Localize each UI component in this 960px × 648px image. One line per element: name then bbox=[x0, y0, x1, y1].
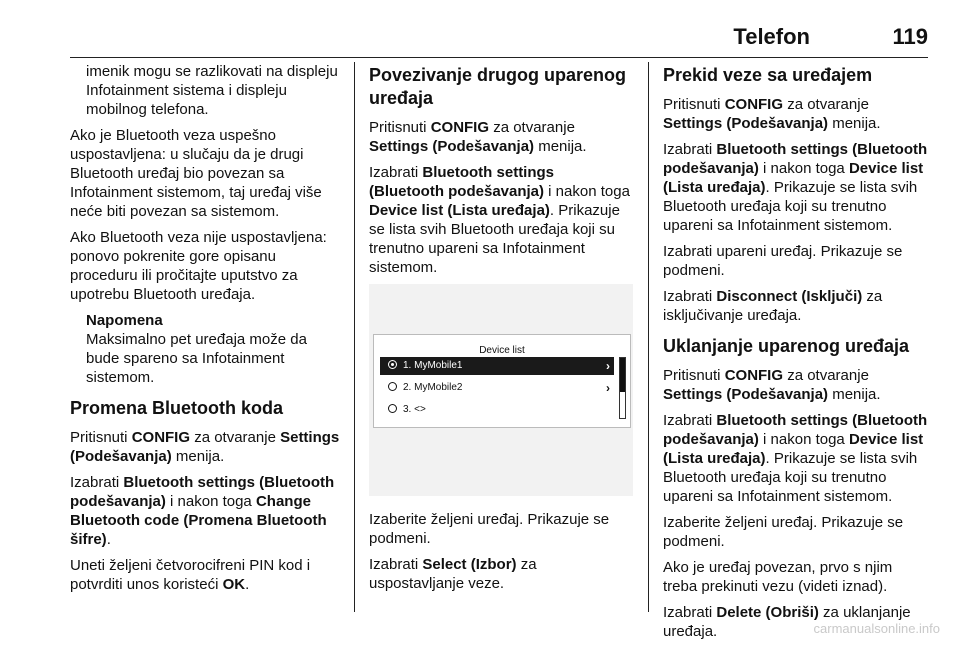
column-divider-2 bbox=[648, 62, 649, 612]
note-text: Maksimalno pet uređaja može da bude spareno sa Infotainment sistemom. bbox=[86, 331, 307, 386]
paragraph: Uneti željeni četvorocifreni PIN kod i potvrditi unos koristeći OK. bbox=[70, 557, 311, 593]
paragraph: Izabrati Disconnect (Isključi) za isključivanje uređaja. bbox=[663, 288, 883, 324]
screen-title: Device list bbox=[479, 345, 525, 356]
paragraph: imenik mogu se razlikovati na displeju Infotainment sistema i displeju mobilnog telefona. bbox=[86, 63, 338, 118]
header-rule bbox=[70, 57, 928, 58]
radio-selected-icon bbox=[388, 360, 397, 369]
section-heading: Promena Bluetooth koda bbox=[70, 398, 284, 418]
column-1 bbox=[70, 62, 342, 601]
paragraph: Izaberite željeni uređaj. Prikazuje se podmeni. bbox=[663, 514, 904, 550]
paragraph: Ako Bluetooth veza nije uspostavljena: ponovo pokrenite gore opisanu proceduru ili pročitajte uputstvo za upotrebu Bluetooth uređaja. bbox=[70, 229, 327, 303]
scrollbar-thumb bbox=[620, 358, 625, 392]
paragraph: Ako je uređaj povezan, prvo s njim treba prekinuti vezu (videti iznad). bbox=[663, 559, 893, 595]
paragraph: Izabrati Bluetooth settings (Bluetooth podešavanja) i nakon toga Device list (Lista uređaja). Prikazuje se lista svih Bluetooth uređaja koji su trenutno upareni sa Infotainment sistemom. bbox=[369, 164, 630, 276]
section-heading: Povezivanje drugog uparenog uređaja bbox=[369, 65, 627, 108]
device-list-screenshot bbox=[369, 284, 633, 496]
device-list-item: 2. MyMobile2 › bbox=[380, 379, 614, 397]
paragraph: Ako je Bluetooth veza uspešno uspostavljena: u slučaju da je drugi Bluetooth uređaj bio povezan sa Infotainment sistemom, taj uređaj više neće biti povezan sa sistemom. bbox=[70, 127, 322, 220]
paragraph: Izaberite željeni uređaj. Prikazuje se podmeni. bbox=[369, 511, 610, 547]
section-heading: Prekid veze sa uređajem bbox=[663, 65, 873, 85]
column-divider-1 bbox=[354, 62, 355, 612]
scrollbar bbox=[619, 357, 626, 419]
note-box bbox=[70, 311, 342, 387]
radio-icon bbox=[388, 404, 397, 413]
device-list-item: 1. MyMobile1 › bbox=[380, 357, 614, 375]
paragraph: Pritisnuti CONFIG za otvaranje Settings (Podešavanja) menija. bbox=[663, 96, 881, 132]
infotainment-screen bbox=[373, 334, 631, 428]
chevron-right-icon: › bbox=[606, 381, 610, 395]
paragraph: Izabrati Delete (Obriši) za uklanjanje uređaja. bbox=[663, 604, 911, 640]
paragraph: Pritisnuti CONFIG za otvaranje Settings (Podešavanja) menija. bbox=[663, 367, 881, 403]
paragraph: Pritisnuti CONFIG za otvaranje Settings (Podešavanja) menija. bbox=[369, 119, 587, 155]
watermark: carmanualsonline.info bbox=[813, 621, 940, 636]
paragraph: Izabrati Bluetooth settings (Bluetooth podešavanja) i nakon toga Device list (Lista uređaja). Prikazuje se lista svih Bluetooth uređaja koji su trenutno upareni sa Infotainment sistemom. bbox=[663, 141, 928, 234]
column-3 bbox=[663, 62, 929, 648]
device-list-item: 3. <> bbox=[380, 401, 614, 419]
paragraph: Izabrati Bluetooth settings (Bluetooth podešavanja) i nakon toga Device list (Lista uređaja). Prikazuje se lista svih Bluetooth uređaja koji su trenutno upareni sa Infotainment sistemom. bbox=[663, 412, 928, 505]
paragraph: Izabrati Bluetooth settings (Bluetooth podešavanja) i nakon toga Change Bluetooth code (Promena Bluetooth šifre). bbox=[70, 474, 335, 548]
paragraph: Pritisnuti CONFIG za otvaranje Settings (Podešavanja) menija. bbox=[70, 429, 340, 465]
page-header bbox=[70, 18, 928, 58]
paragraph: Izabrati Select (Izbor) za uspostavljanje veze. bbox=[369, 556, 537, 592]
column-2 bbox=[369, 62, 633, 600]
note-title: Napomena bbox=[86, 312, 163, 329]
section-heading: Uklanjanje uparenog uređaja bbox=[663, 336, 910, 356]
radio-icon bbox=[388, 382, 397, 391]
paragraph: Izabrati upareni uređaj. Prikazuje se podmeni. bbox=[663, 243, 903, 279]
page-number: 119 bbox=[892, 24, 928, 49]
section-title: Telefon bbox=[733, 24, 810, 49]
chevron-right-icon: › bbox=[606, 359, 610, 373]
